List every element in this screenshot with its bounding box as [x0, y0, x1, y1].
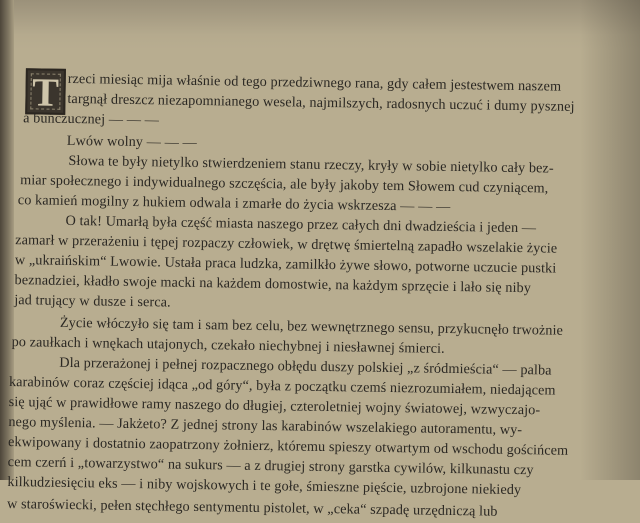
text-line: nego myślenia. — Jakżeto? Z jednej strony las karabinów wszelakiego autoramentu, wy-: [8, 414, 523, 439]
text-line: po zaułkach i wnękach utajonych, czekało niechybnej i niesławnej śmierci.: [11, 334, 445, 357]
book-page: [3, 64, 640, 520]
text-line: co kamień mogilny z hukiem odwala i zmarłe do życia wskrzesza — — —: [17, 192, 451, 215]
text-line: Życie włóczyło się tam i sam bez celu, bez wewnętrznego sensu, przykucnęło trwożnie: [59, 314, 564, 339]
text-line: jad trujący w dusze i serca.: [14, 292, 171, 311]
text-line: miar społecznego i indywidualnego szczęścia, ale były jakoby tem Słowem cud czyniącem,: [20, 172, 549, 197]
page-top-edge: [0, 0, 640, 50]
text-line: a buńczucznej — — —: [23, 110, 160, 129]
text-line: Słowa te były nietylko stwierdzeniem stanu rzeczy, kryły w sobie nietylko cały bez-: [68, 152, 554, 177]
text-line: Dla przerażonej i pełnej rozpacznego obłędu duszy polskiej „z śródmieścia“ — palba: [59, 354, 552, 379]
text-line: O tak! Umarłą była część miasta naszego przez całych dni dwadzieścia i jeden —: [65, 212, 537, 237]
text-line: w „ukraińskim“ Lwowie. Ustała praca ludzka, zamilkło żywe słowo, potworne uczucie pustki: [14, 252, 557, 277]
text-line: beznadziei, kładło swoje macki na każdem domostwie, na każdym sprzęcie i lało się niby: [14, 272, 532, 297]
text-line: zamarł w przerażeniu i tępej rozpaczy człowiek, w drętwę śmiertelną zapadło wszelakie życie: [15, 232, 558, 257]
text-line: ekwipowany i dostatnio zaopatrzony żołnierz, któremu spieszy otwartym od wschodu gościńcem: [7, 434, 569, 459]
text-line: w staroświecki, pełen stęchłego sentymentu pistolet, w „ceka“ szpadę urzędniczą lub: [6, 496, 498, 520]
text-line: rzeci miesiąc mija właśnie od tego przedziwnego rana, gdy całem jestestwem naszem: [67, 70, 562, 95]
text-line: karabinów coraz częściej idąca „od góry“, była z początku czemś niezrozumiałem, niedającem: [8, 374, 556, 399]
text-line: się ująć w prawidłowe ramy naszego do długiej, czteroletniej wojny światowej, wzwyczajo-: [8, 394, 541, 419]
drop-cap-initial: [25, 68, 66, 115]
text-line: cem czerń i „towarzystwo“ na sukurs — a z drugiej strony garstka cywilów, kilkunastu czy: [7, 454, 534, 479]
text-line: Lwów wolny — — —: [66, 132, 197, 151]
text-line: kilkudziesięciu eks — i niby wojskowych i te gołe, śmieszne pięście, uzbrojone niekiedy: [7, 474, 522, 499]
text-line: targnął dreszcz niezapomnianego wesela, najmilszych, radosnych uczuć i dumy pysznej: [67, 90, 575, 115]
drop-cap-letter: T: [31, 69, 60, 115]
